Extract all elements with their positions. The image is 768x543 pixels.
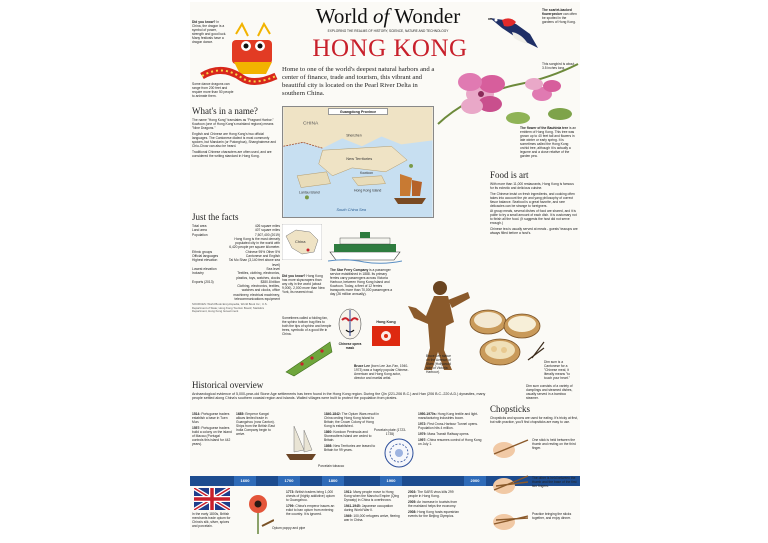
fact-key: Exports (2013) xyxy=(192,279,214,284)
opera-mask-illustration xyxy=(338,308,362,342)
fact-value: Clothing, electronics, textiles, watches and clocks, office machinery, electrical machinery, telecommunications equipment xyxy=(233,284,280,302)
history-entry-text: Kowloon Peninsula and Stonecutters Island are ceded to Britain. xyxy=(324,430,372,442)
tobacco-caption: Porcelain tobacco xyxy=(318,464,345,468)
timeline-1700: 1700 xyxy=(278,476,300,486)
chopsticks-step-2: The other is held between the thumb and the base of the first two fingers. xyxy=(532,476,577,488)
name-section-title: What's in a name? xyxy=(192,106,258,116)
chopsticks-hands-illustration xyxy=(490,432,530,540)
history-entry-text: An increase in tourists from the mainland helps the economy. xyxy=(408,500,458,508)
history-entry-year: 1972: xyxy=(418,422,427,426)
history-entry xyxy=(418,412,484,420)
history-entry xyxy=(192,426,232,446)
history-entry-text: Emperor Kangxi allows limited trade in Guangzhou (now Canton). Ships from the British East India Company begin to arrive. xyxy=(236,412,275,436)
fact-value: Sea level xyxy=(266,266,280,271)
history-entry-year: 1950-1970s: xyxy=(418,412,437,416)
map-label-hk-island: Hong Kong Island xyxy=(354,188,382,193)
timeline-1600: 1600 xyxy=(234,476,256,486)
history-entry-year: 1997: xyxy=(418,438,427,442)
skyscraper-note xyxy=(282,274,326,294)
history-below-3 xyxy=(408,490,460,520)
history-entry-text: Mass Transit Railway opens. xyxy=(427,432,470,436)
history-entry-text: The Opium Wars result in China ceding Hong Kong Island to Britain; the Crown Colony of Hong Kong is established. xyxy=(324,412,379,428)
fact-row xyxy=(192,258,280,267)
history-entry-text: Many people move to Hong Kong when the Manchu Empire (Qing Dynasty) in China is overthrown. xyxy=(344,490,399,502)
bauhinia-note-text: is an emblem of Hong Kong. This tree was grown up to 40 feet tall and flowers in late winter or early spring. It is sometimes called the Hong Kong orchid tree, although it is actually a legume and a close relative of the garden pea. xyxy=(520,126,577,158)
map-label-shenzhen: Shenzhen xyxy=(346,133,362,138)
name-section-p1: The name "Hong Kong" translates as "Fragrant Harbor." Kowloon (one of Hong Kong's mainland regions) means "Nine Dragons." xyxy=(192,118,274,130)
intro-text: Home to one of the world's deepest natural harbors and a center of finance, trade and tourism, this vibrant and beautiful city is located on the Pearl River Delta in southern China. xyxy=(282,66,435,97)
history-entry xyxy=(408,500,460,508)
history-entry-year: 1685: xyxy=(236,412,245,416)
hk-flag-label: Hong Kong xyxy=(376,320,396,324)
history-below-2 xyxy=(344,490,400,524)
history-entry-text: China's emperor issues an edict to ban opium from entering the country. It is ignored. xyxy=(286,504,335,516)
facts-section xyxy=(192,210,280,370)
chopsticks-step-1: One stick is held between the thumb and resting on the third finger. xyxy=(532,438,576,450)
name-section-p3: Traditional Chinese characters are often used, and are considered the writing standard in Hong Kong. xyxy=(192,150,272,158)
fact-value: Cantonese and English xyxy=(245,254,280,259)
history-entry-text: Japanese occupation during World War II. xyxy=(344,504,393,512)
bird-note-text: can often be spotted in the gardens of Hong Kong. xyxy=(542,12,577,24)
history-col-1 xyxy=(192,412,232,448)
history-col-2 xyxy=(236,412,278,438)
history-entry xyxy=(324,412,382,428)
history-below-1 xyxy=(286,490,336,518)
history-entry-text: 100,000 refugees arrive, fleeing war in China. xyxy=(344,514,400,522)
dragon-caption: Some dance dragons can range from 200 feet and require more than 50 people to animate them. xyxy=(192,82,234,98)
fact-key xyxy=(192,237,226,250)
ferry-caption xyxy=(330,268,396,296)
porcelain-caption: Porcelain plate (1723-1735) xyxy=(373,428,407,436)
history-entry xyxy=(286,504,336,516)
facts-table xyxy=(192,224,280,301)
skyscraper-note-text: Hong Kong has more skyscrapers than any city in the world (about 9,000). 2,000 more than New York, its nearest rival. xyxy=(282,274,325,294)
flowerpecker-bird-illustration xyxy=(486,8,542,56)
masthead-tagline: EXPLORING THE REALMS OF HISTORY, SCIENCE, NATURE AND TECHNOLOGY xyxy=(327,29,449,33)
chopsticks-section xyxy=(490,402,578,424)
chopsticks-step-3: Practice bringing the sticks together, and enjoy dinner. xyxy=(532,512,572,520)
history-entry-year: 1949: xyxy=(344,514,353,518)
fact-value: Textiles, clothing, electronics, plastics, toys, watches, clocks xyxy=(236,271,280,280)
history-entry xyxy=(324,444,382,452)
timeline-1800: 1800 xyxy=(322,476,344,486)
fact-row xyxy=(192,284,280,301)
timeline-2000: 2000 xyxy=(464,476,486,486)
history-entry-text: The SARS virus kills 299 people in Hong Kong. xyxy=(408,490,454,498)
history-entry xyxy=(418,422,484,430)
fact-value: 407 square miles xyxy=(254,228,280,233)
fact-key xyxy=(192,284,226,301)
history-entry xyxy=(408,510,460,518)
poster-page xyxy=(190,2,580,543)
history-intro: Archaeological evidence of 5,000-year-old Stone Age settlements has been found in the Hong Kong region. During the Qin (221-206 B.C.) and Han (206 B.C.-220 A.D.) dynasties, many people settled along China's southern coastal region and islands. Walled villages were built to protect the population from pirates. xyxy=(192,392,486,401)
masthead-title xyxy=(298,4,478,28)
fact-key: Ethnic groups xyxy=(192,249,213,254)
history-entry-text: Portuguese traders build a colony on the island of Macau (Portugal controls this island for 442 years). xyxy=(192,426,232,446)
fact-key: Land area xyxy=(192,228,207,233)
history-entry-text: British traders bring 1,000 chests of (highly addictive) opium to Guangzhou. xyxy=(286,490,335,502)
dim-sum-caption-2: Dim sum consists of a variety of dumplings and steamed dishes, usually served in a bamboo steamer. xyxy=(526,384,573,400)
fact-key: Highest elevation xyxy=(192,258,218,263)
history-entry-text: Hong Kong hosts equestrian events for the Beijing Olympics. xyxy=(408,510,459,518)
history-entry-text: First Cross-Harbour Tunnel opens. Population hits 4 million. xyxy=(418,422,478,430)
fact-row xyxy=(192,237,280,250)
history-section xyxy=(192,378,486,401)
masthead-word-wonder: Wonder xyxy=(389,4,461,28)
history-entry-year: 1514: xyxy=(192,412,201,416)
masthead-word-world: World xyxy=(315,4,374,28)
facts-title: Just the facts xyxy=(192,212,239,222)
history-entry-year: 1911: xyxy=(344,490,353,494)
map-label-lantau: Lantau Island xyxy=(299,190,320,195)
bird-note-title: The scarlet-backed flowerpecker xyxy=(542,8,572,16)
sailing-ship-illustration xyxy=(282,422,320,462)
fact-key: Official languages xyxy=(192,254,219,259)
fact-key: Total area xyxy=(192,224,207,228)
fact-value: Tai Mo Shan (3,140 feet above sea level) xyxy=(228,258,280,267)
statue-caption: Bruce Lee statue on the Avenue of Stars (Hollywood side of Victoria Harbour). xyxy=(426,354,451,374)
history-entry-year: 1840-1842: xyxy=(324,412,341,416)
fact-value: 426 square miles xyxy=(254,224,280,228)
food-p3: At group meals, several dishes of food are shared, and it is polite to try a small amount of each dish. It is customary not to finish all the food. (It suggests the host did not serve enough.) xyxy=(490,209,577,225)
hong-kong-flag xyxy=(372,326,400,346)
history-col-4 xyxy=(418,412,484,448)
map-label-kowloon: Kowloon xyxy=(359,170,374,175)
facts-sources: SOURCES: World Book Encyclopedia, World Book Inc.; U.S. Department of State; Hong Kong Tourism Board; Statistics Department, Hong Kong Government xyxy=(192,302,268,313)
bird-size-note: This songbird is about 3.5 inches long. xyxy=(542,62,575,70)
history-entry-year: 1557: xyxy=(192,426,201,430)
history-title: Historical overview xyxy=(192,380,264,390)
bruce-lee-name: Bruce Lee xyxy=(354,364,370,368)
history-entry xyxy=(408,490,460,498)
history-entry-text: China resumes control of Hong Kong on July 1. xyxy=(418,438,482,446)
dragon-note-lead: Did you know? xyxy=(192,20,216,24)
history-entry-year: 1941-1945: xyxy=(344,504,361,508)
skyscraper-note-lead: Did you know? xyxy=(282,274,306,278)
opera-mask-label: Chinese opera mask xyxy=(338,342,362,350)
dragon-note-text: In China, the dragon is a symbol of power, strength and good luck. Many festivals have a dragon dance. xyxy=(192,20,227,44)
masthead-word-of: of xyxy=(373,4,390,28)
map-label-new-territories: New Territories xyxy=(346,156,373,162)
china-inset-map xyxy=(282,224,322,260)
fact-row xyxy=(192,271,280,280)
food-title: Food is art xyxy=(490,170,529,180)
history-entry-year: 2008: xyxy=(408,510,417,514)
union-flag xyxy=(194,488,230,510)
fan-illustration xyxy=(282,338,334,378)
history-entry xyxy=(192,412,232,424)
food-section xyxy=(490,168,578,235)
fact-value: $380.8 billion xyxy=(260,279,280,284)
history-entry xyxy=(344,514,400,522)
history-entry-year: 1773: xyxy=(286,490,295,494)
fact-value: 7,507,400 (2019) xyxy=(254,232,280,237)
fact-key: Population xyxy=(192,232,208,237)
dim-sum-caption: Dim sum is a Cantonese for a "Chinese meal, it literally means "to touch your heart." xyxy=(544,360,570,380)
history-entry xyxy=(344,504,400,512)
star-ferry-illustration xyxy=(328,228,402,264)
ferry-caption-text: is a passenger service established in 1888. Its primary ferries carry passengers across Victoria Harbour, between Hong Kong Island and Kowloon. Today, a fleet of 12 ferries transports more than 70,000 passengers a day (26 million annually). xyxy=(330,268,393,296)
history-entry-year: 2005: xyxy=(408,500,417,504)
porcelain-plate-illustration xyxy=(384,438,414,468)
chopsticks-text: Chopsticks and spoons are used for eating. It's tricky at first, but with practice, you'll find chopsticks are easy to use. xyxy=(490,416,578,424)
opium-poppy-illustration xyxy=(242,490,274,534)
fact-key: Lowest elevation xyxy=(192,266,217,271)
bird-note xyxy=(542,8,578,24)
ferry-caption-lead: The Star Ferry Company xyxy=(330,268,369,272)
bauhinia-note-title: The flower of the Bauhinia tree xyxy=(520,126,569,130)
food-p1: With more than 11,000 restaurants, Hong Kong is famous for its eclectic and delicious cuisine. xyxy=(490,182,574,190)
history-entry xyxy=(236,412,278,436)
map-label-china: CHINA xyxy=(303,121,319,127)
junk-boat-illustration xyxy=(390,170,430,206)
headline: HONG KONG xyxy=(312,35,468,62)
fact-value: Hong Kong is the most densely populated city in the world with 6,420 people per square kilometer. xyxy=(229,236,280,250)
history-entry-year: 2003: xyxy=(408,490,417,494)
food-p2: The Chinese insist on fresh ingredients, and cooking often takes into account the yin and yang philosophy of correct flavor balance. Seafood is a great favorite, and rare delicacies can be strange to foreigners. xyxy=(490,191,575,208)
bauhinia-note xyxy=(520,126,578,158)
history-entry-year: 1799: xyxy=(286,504,295,508)
uk-caption: In the early 1800s, British merchants trade opium for China's silk, silver, spices and porcelain. xyxy=(192,512,231,528)
history-entry-text: Portuguese traders establish a base in Tuen Mun. xyxy=(192,412,230,424)
opium-caption: Opium poppy and pipe xyxy=(272,526,306,530)
history-entry-year: 1979: xyxy=(418,432,427,436)
history-entry xyxy=(286,490,336,502)
bruce-lee-text: (born Lee Jun-Fan, 1940-1973) was a hugely popular Chinese-American and Hong Kong actor, director and martial artist. xyxy=(354,364,409,380)
map-label-sea: South China Sea xyxy=(336,207,366,213)
food-p4: Chinese tea is usually served at meals - guests' teacups are always filled before a host's. xyxy=(490,226,578,235)
fact-key: Industry xyxy=(192,271,204,276)
fan-note: Sometimes called a folding fan, the sphinx bottom bug flies to both the tips of sphinx and temple trees, symbolic of a good life in China. xyxy=(282,316,332,336)
history-entry xyxy=(344,490,400,502)
history-entry-year: 1898: xyxy=(324,444,333,448)
name-section-p2: English and Chinese are Hong Kong's two official languages. The Cantonese dialect is most commonly spoken, but Mandarin (or Putonghua), Shanghainese and Chiu-Chow can also be heard. xyxy=(192,132,276,148)
timeline-1900: 1900 xyxy=(380,476,402,486)
history-entry-year: 1860: xyxy=(324,430,333,434)
history-entry-text: New Territories are leased to Britain for 99 years. xyxy=(324,444,376,452)
map-title-box: Guangdong Province xyxy=(328,108,388,115)
history-entry xyxy=(418,438,484,446)
name-section xyxy=(192,104,280,158)
history-entry xyxy=(418,432,484,436)
history-entry-text: Hong Kong textile and light-manufacturing industries boom. xyxy=(418,412,479,420)
dim-sum-illustration xyxy=(466,302,546,374)
fact-value: Chinese 95% Other 5% xyxy=(245,249,280,254)
inset-label-china: China xyxy=(295,239,306,244)
chopsticks-title: Chopsticks xyxy=(490,404,531,414)
